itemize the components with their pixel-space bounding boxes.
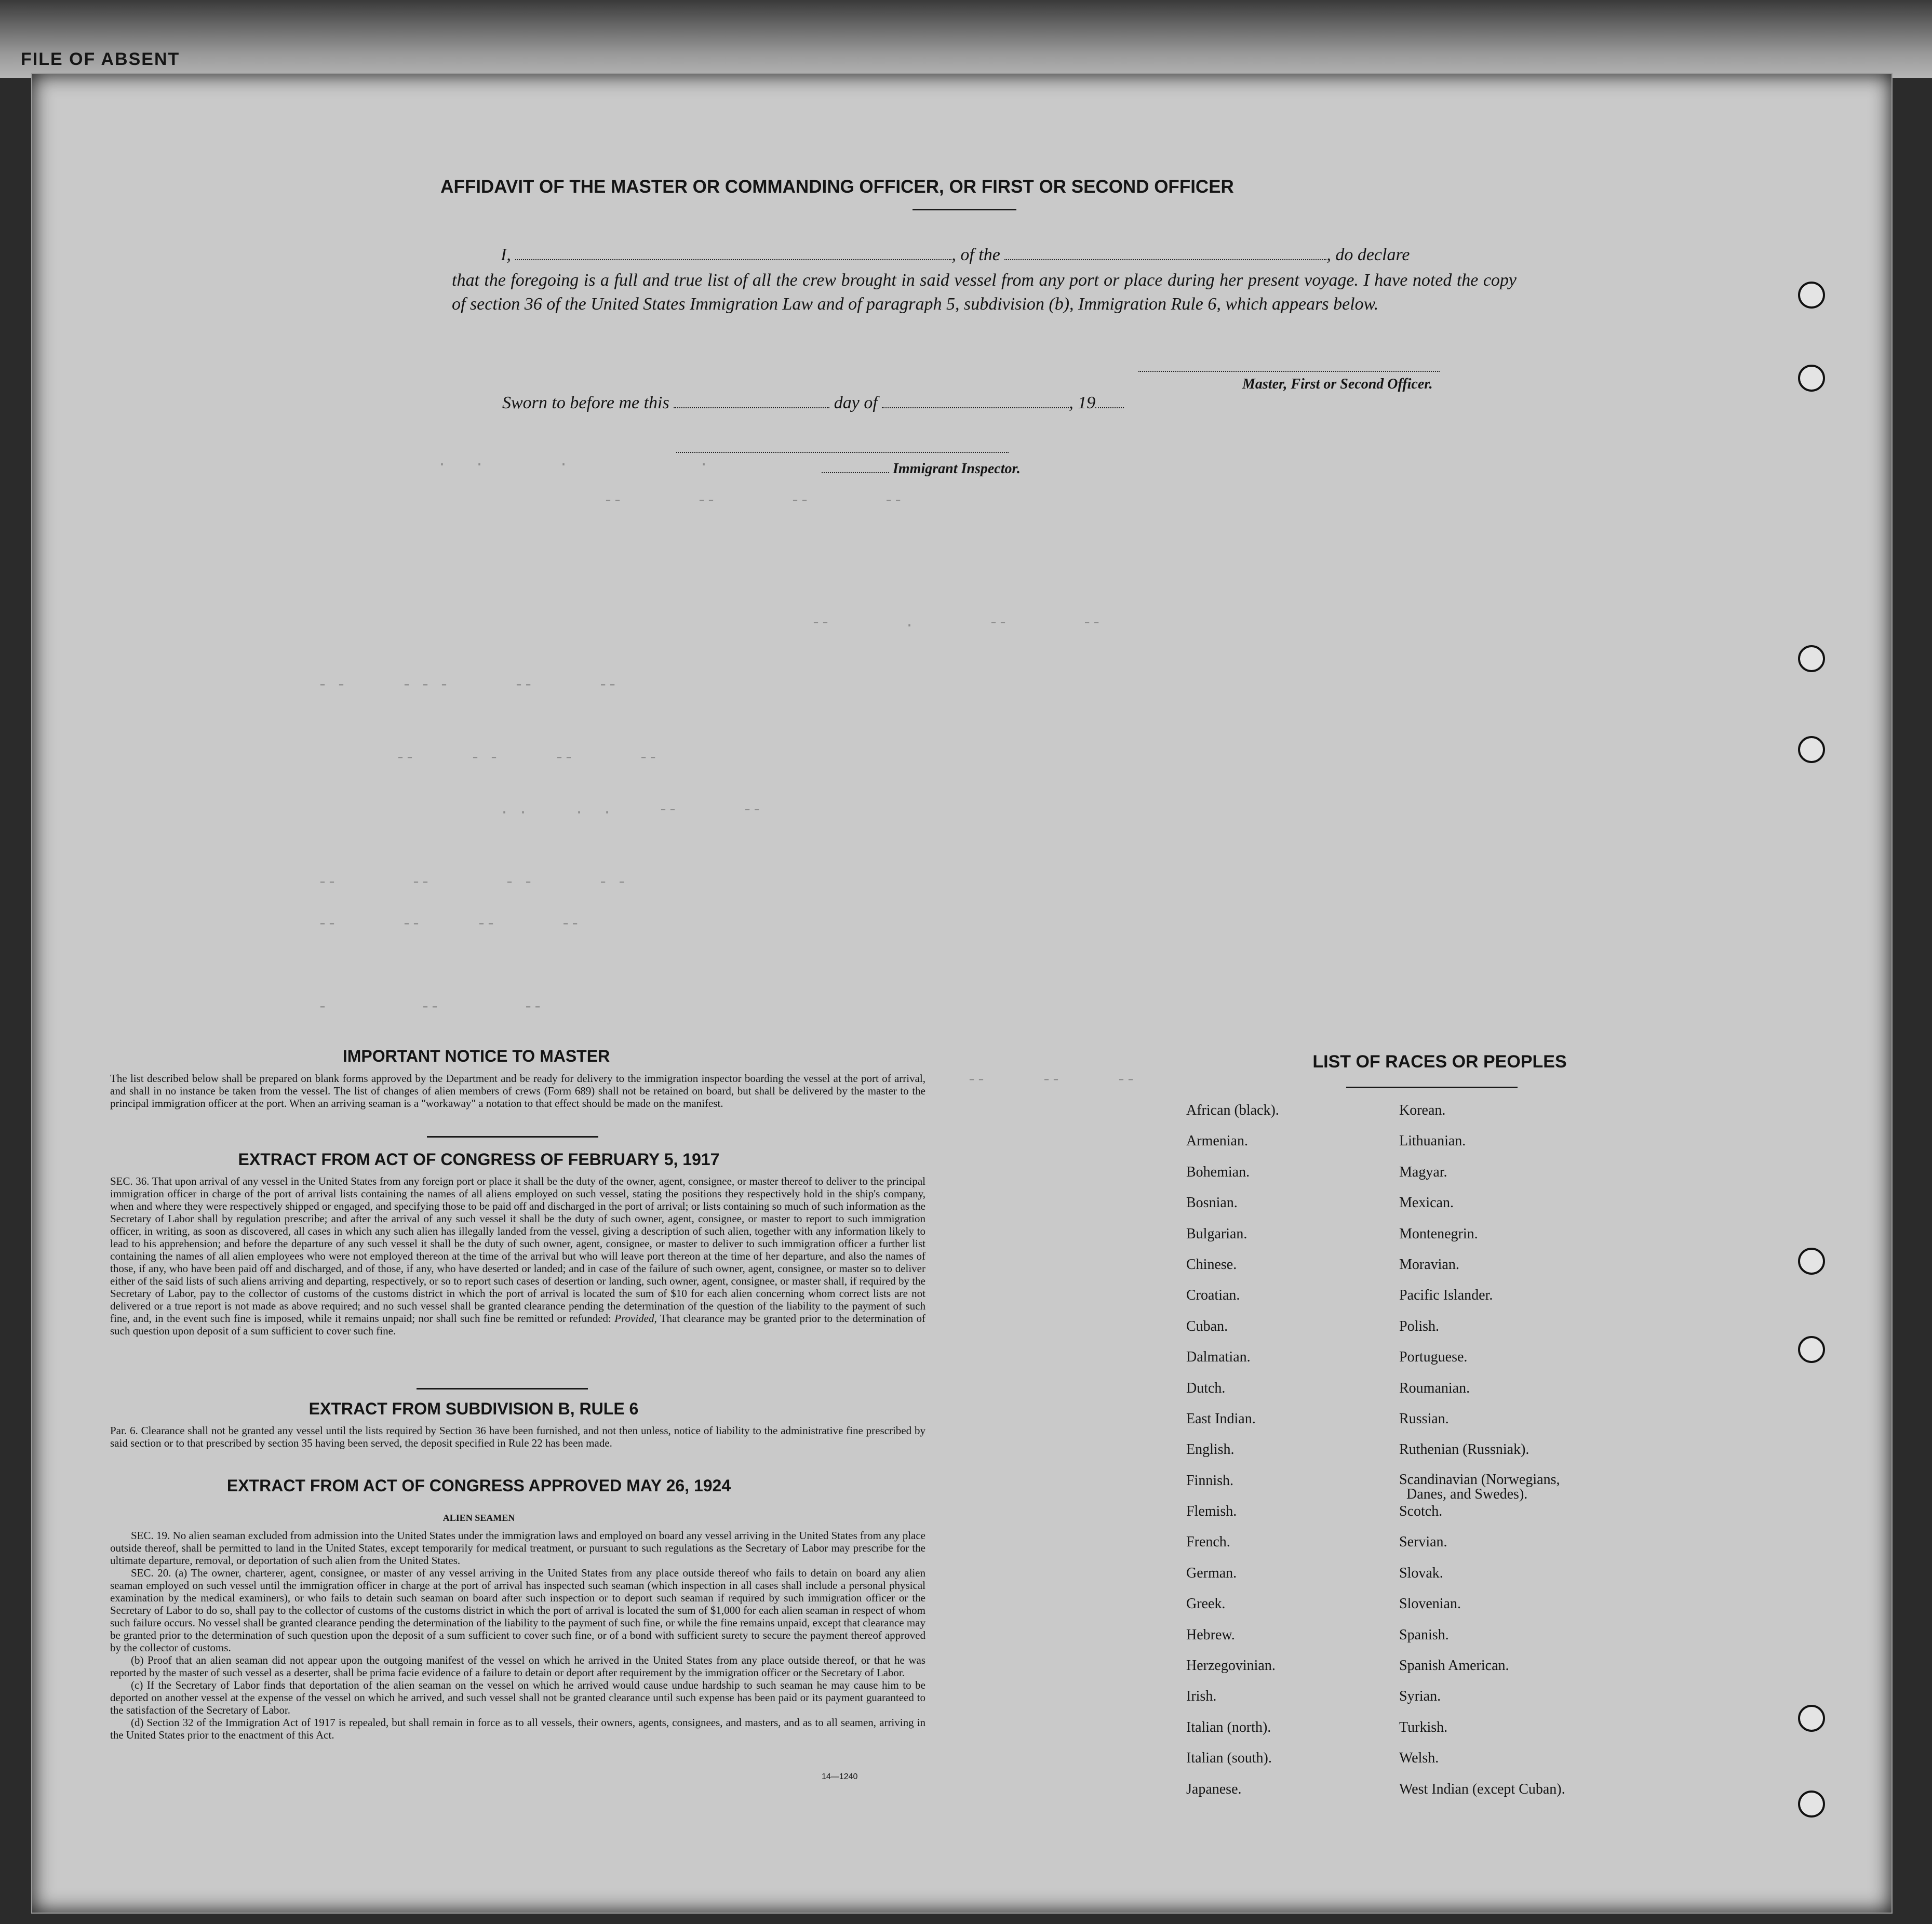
race-item: Welsh.: [1399, 1750, 1439, 1767]
race-item: Dalmatian.: [1186, 1349, 1251, 1366]
binder-hole-icon: [1798, 282, 1825, 309]
sec-20a-paragraph: SEC. 20. (a) The owner, charterer, agent, consignee, or master of any vessel arriving in the United States from any place outside thereof who fails to detain on board any alien seaman employed on such vessel until the immigration officer in charge at the port of arrival has inspected such seaman (which inspection in all cases shall include a personal physical examination by the medical examiners), or who fails to detain such seaman on board after such inspection or to deport such seaman if required by such immigration officer or the Secretary of Labor to do so, shall pay to the collector of customs of the customs district in which the port of arrival is located the sum of $1,000 for each alien seaman in respect of whom such failure occurs. No vessel shall be granted clearance pending the determination of the liability to the payment of such fine, or while the fine remains unpaid, except that clearance may be granted prior to the determination of such question upon the deposit of a sum sufficient to cover such fine, or of a bond with sufficient surety to secure the payment thereof approved by the collector of customs.: [110, 1567, 925, 1654]
race-item: Magyar.: [1399, 1164, 1447, 1180]
race-item: Turkish.: [1399, 1719, 1448, 1735]
race-item: Servian.: [1399, 1534, 1447, 1551]
inspector-caption: Immigrant Inspector.: [893, 461, 1021, 477]
race-item: Scotch.: [1399, 1503, 1443, 1520]
race-item: Bosnian.: [1186, 1195, 1238, 1211]
race-item: Mexican.: [1399, 1195, 1454, 1211]
binder-hole-icon: [1798, 365, 1825, 392]
race-item: Dutch.: [1186, 1380, 1226, 1396]
binder-hole-icon: [1798, 1248, 1825, 1275]
race-item: Flemish.: [1186, 1503, 1237, 1520]
scan-edge: [0, 0, 1932, 78]
race-item: Russian.: [1399, 1410, 1449, 1427]
races-rule: [1346, 1087, 1518, 1088]
race-item: Japanese.: [1186, 1781, 1242, 1797]
race-item: French.: [1186, 1534, 1230, 1551]
rule-6-text: Par. 6. Clearance shall not be granted any vessel until the lists required by Section 36 have been furnished, and not then unless, notice of liability to the administrative fine prescribed by said section or to that prescribed by section 35 having been served, the deposit specified in Rule 22 has been made.: [110, 1424, 925, 1449]
bleed-through-marks: . . . . -- -- -- -- -- . -- -- - - - - - -- -- -- - - -- -- . . . . -- -- -- -- - - - - -- -- -- -- - -- -- -- -- --: [318, 453, 1136, 1089]
race-item: Scandinavian (Norwegians, Danes, and Swedes).: [1399, 1471, 1560, 1502]
rule-6-title: EXTRACT FROM SUBDIVISION B, RULE 6: [308, 1399, 639, 1418]
race-item: Spanish American.: [1399, 1658, 1509, 1674]
race-item: Cuban.: [1186, 1318, 1228, 1334]
sworn-line: [502, 393, 1229, 413]
race-item: Roumanian.: [1399, 1380, 1470, 1396]
notice-text: The list described below shall be prepared on blank forms approved by the Department and be ready for delivery to the immigration inspector boarding the vessel at the port of arrival, and shall in no instance be taken from the vessel. The list of changes of alien members of crews (Form 689) shall not be retained on board, but shall be delivered by the master to the principal immigration officer at the port. When an arriving seaman is a "workaway" a notation to that effect should be made on the manifest.: [110, 1072, 925, 1110]
race-item: Herzegovinian.: [1186, 1658, 1276, 1674]
race-item: Slovak.: [1399, 1565, 1443, 1581]
declarant-label: I,: [501, 245, 511, 264]
file-strip-label: FILE OF ABSENT: [21, 49, 180, 69]
declarant-name-field[interactable]: [515, 259, 951, 260]
master-signature-line[interactable]: [1138, 371, 1440, 372]
race-item: Chinese.: [1186, 1256, 1237, 1273]
day-of-label: day of: [834, 393, 878, 412]
binder-hole-icon: [1798, 1791, 1825, 1818]
race-item: Lithuanian.: [1399, 1133, 1466, 1150]
race-item: English.: [1186, 1441, 1235, 1458]
inspector-line: [822, 461, 1021, 477]
title-rule: [913, 209, 1016, 210]
race-item: Bohemian.: [1186, 1164, 1250, 1180]
race-item: Pacific Islander.: [1399, 1287, 1493, 1304]
affidavit-title: AFFIDAVIT OF THE MASTER OR COMMANDING OFFICER, OR FIRST OR SECOND OFFICER: [440, 177, 1234, 197]
race-item: Portuguese.: [1399, 1349, 1468, 1366]
races-title: LIST OF RACES OR PEOPLES: [1312, 1052, 1567, 1072]
race-item: Irish.: [1186, 1688, 1217, 1705]
extract-1924-text: [110, 1529, 925, 1741]
extract-1924-title: EXTRACT FROM ACT OF CONGRESS APPROVED MAY 26, 1924: [226, 1476, 731, 1495]
extract-1917-title: EXTRACT FROM ACT OF CONGRESS OF FEBRUARY 5, 1917: [238, 1150, 720, 1169]
year-label: , 19: [1069, 393, 1096, 412]
sworn-year-field[interactable]: [1095, 407, 1124, 408]
extract-1917-text: [110, 1175, 925, 1337]
races-left-column: [1186, 1102, 1279, 1812]
race-item: African (black).: [1186, 1102, 1279, 1118]
binder-hole-icon: [1798, 645, 1825, 672]
sec-20d-paragraph: (d) Section 32 of the Immigration Act of 1917 is repealed, but shall remain in force as to all vessels, their owners, agents, consignees, and masters, and as to all seamen, arriving in the United States prior to the enactment of this Act.: [110, 1716, 925, 1741]
inspector-signature-line[interactable]: [676, 452, 1009, 453]
sworn-day-field[interactable]: [674, 407, 829, 408]
race-item: Spanish.: [1399, 1626, 1449, 1643]
race-item: Italian (north).: [1186, 1719, 1271, 1735]
race-item: Slovenian.: [1399, 1596, 1461, 1612]
proviso-label: Provided,: [614, 1312, 657, 1325]
of-the-label: , of the: [951, 245, 1000, 264]
race-item: Bulgarian.: [1186, 1225, 1247, 1242]
race-item: Croatian.: [1186, 1287, 1240, 1304]
race-item: German.: [1186, 1565, 1237, 1581]
binder-hole-icon: [1798, 1705, 1825, 1732]
notice-rule: [427, 1136, 598, 1138]
inspector-dots: [822, 472, 889, 473]
race-item: Greek.: [1186, 1596, 1226, 1612]
race-item: Hebrew.: [1186, 1626, 1235, 1643]
vessel-name-field[interactable]: [1004, 259, 1326, 260]
races-right-column: [1399, 1102, 1565, 1812]
master-caption: Master, First or Second Officer.: [1242, 376, 1433, 392]
race-item: Finnish.: [1186, 1472, 1234, 1489]
race-item: Syrian.: [1399, 1688, 1441, 1705]
race-item: Polish.: [1399, 1318, 1440, 1334]
sworn-month-field[interactable]: [882, 407, 1069, 408]
affidavit-line-1: [501, 245, 1529, 265]
race-item: West Indian (except Cuban).: [1399, 1781, 1565, 1797]
extract-1917-rule: [417, 1388, 588, 1389]
form-number: 14—1240: [822, 1772, 858, 1781]
binder-hole-icon: [1798, 736, 1825, 763]
notice-title: IMPORTANT NOTICE TO MASTER: [342, 1047, 610, 1065]
alien-seamen-subtitle: ALIEN SEAMEN: [442, 1513, 515, 1523]
sec-20b-paragraph: (b) Proof that an alien seaman did not appear upon the outgoing manifest of the vessel on which he arrived in the United States from any place outside thereof, or that he was reported by the master of such vessel as a deserter, shall be prima facie evidence of a failure to detain or deport after requirement by the immigration officer or the Secretary of Labor.: [110, 1654, 925, 1679]
race-item: Montenegrin.: [1399, 1225, 1478, 1242]
race-item: Moravian.: [1399, 1256, 1459, 1273]
sec-19-paragraph: SEC. 19. No alien seaman excluded from admission into the United States under the immigration laws and employed on board any vessel arriving in the United States from any place outside thereof, shall be permitted to land in the United States, except temporarily for medical treatment, or pursuant to such regulations as the Secretary of Labor may prescribe for the ultimate departure, removal, or deportation of such alien from the United States.: [110, 1529, 925, 1567]
declare-label: , do declare: [1326, 245, 1410, 264]
race-item: Korean.: [1399, 1102, 1446, 1118]
affidavit-body: that the foregoing is a full and true list of all the crew brought in said vessel from any port or place during her present voyage. I have noted the copy of section 36 of the United States Immigration Law and of paragraph 5, subdivision (b), Immigration Rule 6, which appears below.: [452, 271, 1517, 314]
sec-20c-paragraph: (c) If the Secretary of Labor finds that deportation of the alien seaman on the vessel on which he arrived would cause undue hardship to such seaman he may cause him to be deported on another vessel at the expense of the vessel on which he arrived, and such vessel shall not be granted clearance until such expense has been paid or its payment guaranteed to the satisfaction of the Secretary of Labor.: [110, 1679, 925, 1716]
proviso-text: That clearance may be granted prior to the determination of such question upon deposit of a sum sufficient to cover such fine.: [110, 1312, 925, 1337]
race-item: Ruthenian (Russniak).: [1399, 1441, 1530, 1458]
binder-hole-icon: [1798, 1336, 1825, 1363]
sworn-label: Sworn to before me this: [502, 393, 669, 412]
race-item: East Indian.: [1186, 1410, 1256, 1427]
document-page: [31, 73, 1893, 1914]
race-item: Italian (south).: [1186, 1750, 1272, 1767]
sec-36-text: SEC. 36. That upon arrival of any vessel in the United States from any foreign port or place it shall be the duty of the owner, agent, consignee, or master thereof to deliver to the principal immigration officer in charge of the port of arrival lists containing the names of all aliens employed on such vessel, stating the positions they respectively hold in the ship's company, when and where they were respectively shipped or engaged, and specifying those to be paid off and discharged in the port of arrival; or lists containing so much of such information as the Secretary of Labor shall by regulation prescribe; and after the arrival of any such vessel it shall be the duty of such owner, agent, consignee, or master to report to such immigration officer, in writing, as soon as discovered, all cases in which any such alien has illegally landed from the vessel, giving a description of such alien, together with any information likely to lead to his apprehension; and before the departure of any such vessel it shall be the duty of such owner, agent, consignee, or master to deliver to such immigration officer a further list containing the names of all alien employees who were not employed thereon at the time of the arrival but who will leave port thereon at the time of her departure, and also the names of those, if any, who have been paid off and discharged, and of those, if any, who have deserted or landed; and in case of the failure of such owner, agent, consignee, or master so to deliver either of the said lists of such aliens arriving and departing, respectively, or so to report such cases of desertion or landing, such owner, agent, consignee, or master shall, if required by the Secretary of Labor, pay to the collector of customs of the customs district in which the port of arrival is located the sum of $10 for each alien concerning whom correct lists are not delivered or a true report is not made as above required; and no such vessel shall be granted clearance pending the determination of the question of the liability to the payment of such fine, and, in the event such fine is imposed, while it remains unpaid; nor shall such fine be remitted or refunded:: [110, 1175, 925, 1325]
race-item: Armenian.: [1186, 1133, 1248, 1150]
